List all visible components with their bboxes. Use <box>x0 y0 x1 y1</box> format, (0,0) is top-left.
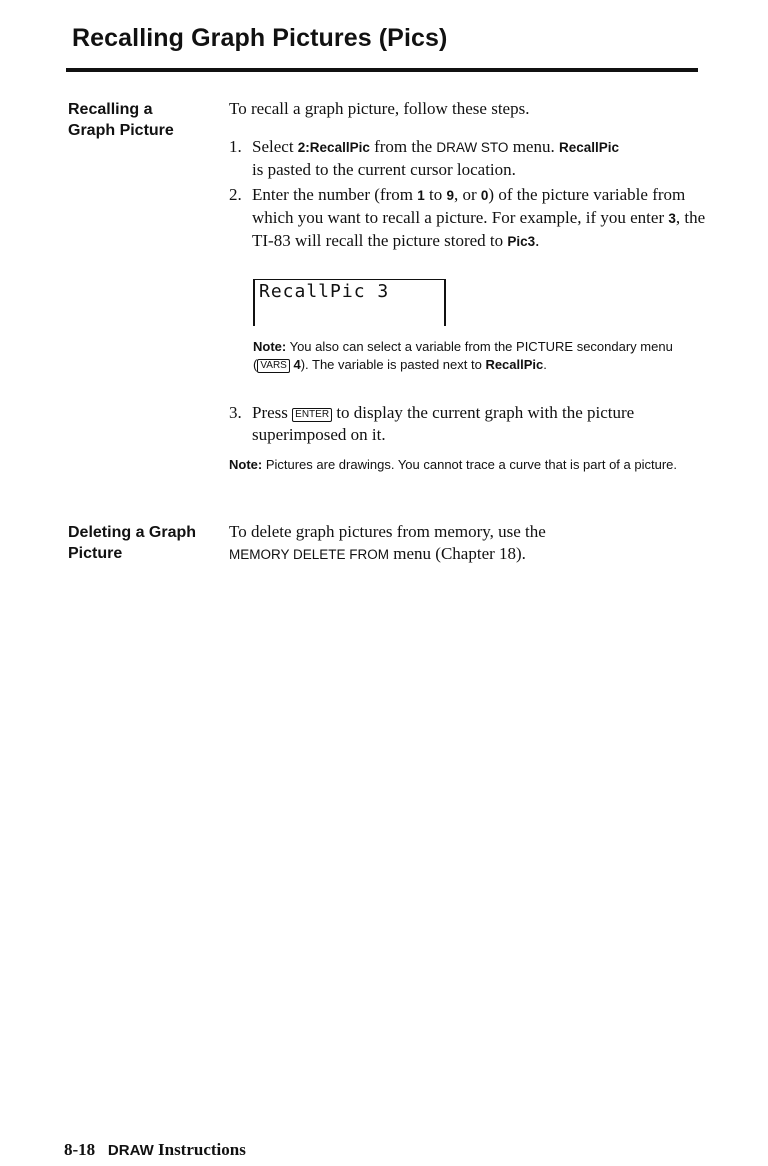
screen-text: RecallPic 3 <box>259 281 390 302</box>
heading-line: Deleting a Graph <box>68 524 197 541</box>
step-2 <box>229 184 709 274</box>
section-heading-deleting <box>68 522 196 564</box>
note-picture-menu: Note: You also can select a variable from the PICTURE secondary menu ( VARS 4). The variable is pasted next to RecallPic. <box>253 339 673 372</box>
heading-line: Graph Picture <box>68 122 174 139</box>
note-label: Note: <box>253 339 287 354</box>
step-text: Enter the number (from 1 to 9, or 0) of the picture variable from which you want to recall a picture. For example, if you enter 3, the TI-83 will recall the picture stored to Pic3. <box>252 185 706 250</box>
intro-text: To recall a graph picture, follow these steps. <box>229 99 530 118</box>
heading-line: Picture <box>68 545 123 562</box>
step-number: 3. <box>229 403 242 422</box>
note-pictures-drawings: Note: Pictures are drawings. You cannot trace a curve that is part of a picture. <box>229 457 677 472</box>
page-title: Recalling Graph Pictures (Pics) <box>72 24 448 52</box>
page-footer: 8-18 DRAW Instructions <box>64 1140 246 1159</box>
page-number: 8-18 <box>64 1140 96 1159</box>
vars-key: VARS <box>257 359 290 373</box>
step-3 <box>229 402 709 446</box>
step-1 <box>229 136 709 180</box>
note-label: Note: <box>229 457 263 472</box>
step-text: Select 2:RecallPic from the DRAW STO menu. RecallPic is pasted to the current cursor location. <box>252 137 620 179</box>
calculator-screen <box>253 279 446 326</box>
step-text: Press ENTER to display the current graph with the picture superimposed on it. <box>252 403 635 444</box>
step-number: 2. <box>229 185 242 204</box>
section-heading-recalling <box>68 99 174 141</box>
heading-line: Recalling a <box>68 101 153 118</box>
enter-key: ENTER <box>292 408 332 422</box>
step-number: 1. <box>229 137 242 156</box>
delete-text: To delete graph pictures from memory, use the MEMORY DELETE FROM menu (Chapter 18). <box>229 522 546 563</box>
title-rule <box>66 68 698 72</box>
